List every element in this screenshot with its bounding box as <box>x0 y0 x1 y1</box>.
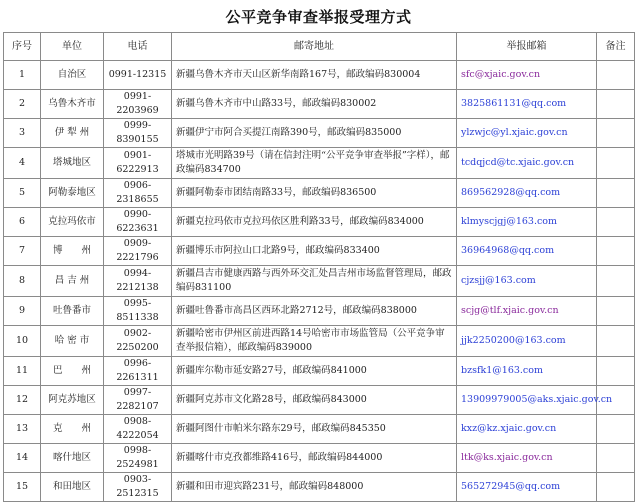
header-unit: 单位 <box>41 33 104 61</box>
header-phone: 电话 <box>104 33 172 61</box>
row-number-cell <box>4 444 41 473</box>
table-row <box>4 386 635 415</box>
table-row <box>4 297 635 326</box>
row-phone: 0906-2318655 <box>116 180 159 205</box>
row-address-cell <box>172 61 457 90</box>
table-header-row <box>4 33 635 61</box>
row-number: 1 <box>18 69 26 80</box>
row-unit: 阿勒泰地区 <box>48 187 96 198</box>
row-unit-cell <box>41 297 104 326</box>
email-link[interactable]: scjg@tlf.xjaic.gov.cn <box>461 305 559 316</box>
row-unit: 伊 犁 州 <box>54 127 90 138</box>
row-unit-cell <box>41 357 104 386</box>
row-number-cell <box>4 415 41 444</box>
row-number: 4 <box>18 157 26 168</box>
row-number-cell <box>4 297 41 326</box>
email-link[interactable]: ylzwjc@yl.xjaic.gov.cn <box>461 127 568 138</box>
row-address: 新疆阿图什市帕米尔路东29号，邮政编码845350 <box>176 423 386 434</box>
row-unit-cell <box>41 148 104 179</box>
row-address: 新疆吐鲁番市高昌区西环北路2712号，邮政编码838000 <box>176 305 417 316</box>
table-row <box>4 237 635 266</box>
email-link[interactable]: 13909979005@aks.xjaic.gov.cn <box>461 394 613 405</box>
row-phone-cell <box>104 208 172 237</box>
row-phone: 0999-8390155 <box>116 120 159 145</box>
email-link[interactable]: tcdqjcd@tc.xjaic.gov.cn <box>461 157 575 168</box>
row-address: 新疆乌鲁木齐市中山路33号，邮政编码830002 <box>176 98 377 109</box>
row-number: 5 <box>18 187 26 198</box>
row-email-cell <box>457 444 597 473</box>
row-phone: 0994-2212138 <box>116 268 159 293</box>
row-address: 新疆昌吉市健康西路与西外环交汇处昌吉州市场监督管理局，邮政编码831100 <box>176 268 452 293</box>
row-phone: 0909-2221796 <box>116 238 159 263</box>
row-number: 7 <box>18 245 26 256</box>
row-phone: 0995-8511338 <box>116 298 159 323</box>
email-link[interactable]: bzsfk1@163.com <box>461 365 543 376</box>
row-unit: 乌鲁木齐市 <box>48 98 96 109</box>
row-phone-cell <box>104 90 172 119</box>
email-link[interactable]: sfc@xjaic.gov.cn <box>461 69 541 80</box>
row-address: 新疆和田市迎宾路231号，邮政编码848000 <box>176 481 364 492</box>
row-unit-cell <box>41 119 104 148</box>
row-number-cell <box>4 386 41 415</box>
row-email-cell <box>457 148 597 179</box>
row-phone: 0991-2203969 <box>116 91 159 116</box>
row-unit-cell <box>41 61 104 90</box>
row-note-cell <box>597 444 635 473</box>
row-number-cell <box>4 326 41 357</box>
email-link[interactable]: 36964968@qq.com <box>461 245 555 256</box>
row-email-cell <box>457 90 597 119</box>
row-unit: 和田地区 <box>52 481 91 492</box>
row-unit: 博 州 <box>52 245 91 256</box>
row-number-cell <box>4 266 41 297</box>
row-email-cell <box>457 208 597 237</box>
row-email-cell <box>457 237 597 266</box>
table-row <box>4 179 635 208</box>
row-unit-cell <box>41 415 104 444</box>
row-note-cell <box>597 208 635 237</box>
row-address: 新疆阿克苏市文化路28号，邮政编码843000 <box>176 394 367 405</box>
row-address-cell <box>172 415 457 444</box>
row-phone-cell <box>104 61 172 90</box>
email-link[interactable]: 3825861131@qq.com <box>461 98 567 109</box>
email-link[interactable]: jjk2250200@163.com <box>461 335 566 346</box>
row-address: 塔城市光明路39号（请在信封注明“公平竞争审查举报”字样），邮政编码834700 <box>176 150 450 175</box>
row-email-cell <box>457 119 597 148</box>
row-note-cell <box>597 415 635 444</box>
row-phone: 0998-2524981 <box>116 445 159 470</box>
row-unit-cell <box>41 444 104 473</box>
row-note-cell <box>597 326 635 357</box>
row-number-cell <box>4 473 41 502</box>
row-number-cell <box>4 119 41 148</box>
header-address: 邮寄地址 <box>172 33 457 61</box>
row-address: 新疆博乐市阿拉山口北路9号，邮政编码833400 <box>176 245 380 256</box>
row-unit-cell <box>41 208 104 237</box>
row-address-cell <box>172 473 457 502</box>
row-number-cell <box>4 179 41 208</box>
row-note-cell <box>597 297 635 326</box>
row-number: 14 <box>15 452 29 463</box>
row-unit: 巴 州 <box>52 365 91 376</box>
row-email-cell <box>457 386 613 415</box>
row-number: 3 <box>18 127 26 138</box>
row-address: 新疆库尔勒市延安路27号，邮政编码841000 <box>176 365 367 376</box>
row-note-cell <box>597 61 635 90</box>
row-note-cell <box>597 357 635 386</box>
row-phone: 0997-2282107 <box>116 387 159 412</box>
email-link[interactable]: cjzsjj@163.com <box>461 275 536 286</box>
row-number: 15 <box>15 481 29 492</box>
row-address: 新疆喀什市克孜都维路416号，邮政编码844000 <box>176 452 383 463</box>
row-address-cell <box>172 208 457 237</box>
email-link[interactable]: kxz@kz.xjaic.gov.cn <box>461 423 557 434</box>
row-unit-cell <box>41 386 104 415</box>
row-address-cell <box>172 266 457 297</box>
row-address: 新疆哈密市伊州区前进西路14号哈密市市场监管局（公平竞争审查举报信箱），邮政编码839000 <box>176 328 445 353</box>
row-number: 11 <box>15 365 29 376</box>
row-phone-cell <box>104 444 172 473</box>
row-unit: 克拉玛依市 <box>48 216 96 227</box>
table-row <box>4 148 635 179</box>
row-unit-cell <box>41 90 104 119</box>
row-number: 13 <box>15 423 29 434</box>
table-row <box>4 266 635 297</box>
table-row <box>4 119 635 148</box>
row-number: 6 <box>18 216 26 227</box>
row-phone-cell <box>104 179 172 208</box>
row-address-cell <box>172 444 457 473</box>
table-row <box>4 326 635 357</box>
row-unit: 自治区 <box>57 69 87 80</box>
row-unit: 吐鲁番市 <box>52 305 91 316</box>
table-row <box>4 415 635 444</box>
row-phone-cell <box>104 473 172 502</box>
row-address-cell <box>172 386 457 415</box>
page-title: 公平竞争审查举报受理方式 <box>225 8 412 26</box>
row-number-cell <box>4 90 41 119</box>
row-phone-cell <box>104 237 172 266</box>
row-address-cell <box>172 148 457 179</box>
row-unit-cell <box>41 179 104 208</box>
row-number-cell <box>4 61 41 90</box>
row-phone-cell <box>104 266 172 297</box>
row-email-cell <box>457 415 597 444</box>
row-phone-cell <box>104 297 172 326</box>
row-unit: 昌 吉 州 <box>54 275 90 286</box>
row-address-cell <box>172 297 457 326</box>
row-number-cell <box>4 148 41 179</box>
row-number: 10 <box>15 335 29 346</box>
row-phone: 0908-4222054 <box>116 416 159 441</box>
row-phone: 0902-2250200 <box>116 328 159 353</box>
header-no: 序号 <box>4 33 41 61</box>
row-note-cell <box>597 266 635 297</box>
row-phone: 0996-2261311 <box>116 358 159 383</box>
header-email: 举报邮箱 <box>457 33 597 61</box>
row-address-cell <box>172 90 457 119</box>
row-phone: 0903-2512315 <box>116 474 159 499</box>
email-link[interactable]: ltk@ks.xjaic.gov.cn <box>461 452 553 463</box>
row-note-cell <box>597 90 635 119</box>
table-row <box>4 208 635 237</box>
row-phone-cell <box>104 357 172 386</box>
row-address: 新疆乌鲁木齐市天山区新华南路167号，邮政编码830004 <box>176 69 421 80</box>
header-note: 备注 <box>597 33 635 61</box>
row-email-cell <box>457 297 597 326</box>
row-email-cell <box>457 326 597 357</box>
row-email-cell <box>457 266 597 297</box>
row-number: 2 <box>18 98 26 109</box>
row-note-cell <box>597 119 635 148</box>
row-phone-cell <box>104 148 172 179</box>
row-address: 新疆阿勒泰市团结南路33号，邮政编码836500 <box>176 187 377 198</box>
row-phone: 0990-6223631 <box>116 209 159 234</box>
row-phone-cell <box>104 119 172 148</box>
row-unit-cell <box>41 266 104 297</box>
row-note-cell <box>597 148 635 179</box>
row-number-cell <box>4 357 41 386</box>
row-email-cell <box>457 357 597 386</box>
row-note-cell <box>597 237 635 266</box>
row-number: 9 <box>18 305 26 316</box>
table-row <box>4 473 635 502</box>
row-phone: 0991-12315 <box>108 69 167 80</box>
row-phone-cell <box>104 386 172 415</box>
row-address-cell <box>172 357 457 386</box>
row-unit: 塔城地区 <box>52 157 91 168</box>
row-unit: 喀什地区 <box>52 452 91 463</box>
row-email-cell <box>457 179 597 208</box>
row-address-cell <box>172 119 457 148</box>
row-email-cell <box>457 473 597 502</box>
row-number-cell <box>4 237 41 266</box>
contact-table <box>3 32 635 502</box>
table-row <box>4 444 635 473</box>
email-link[interactable]: 869562928@qq.com <box>461 187 561 198</box>
row-note-cell <box>597 179 635 208</box>
row-number: 12 <box>15 394 29 405</box>
row-address: 新疆克拉玛依市克拉玛依区胜利路33号，邮政编码834000 <box>176 216 424 227</box>
table-row <box>4 90 635 119</box>
row-unit-cell <box>41 326 104 357</box>
table-row <box>4 357 635 386</box>
row-address: 新疆伊宁市阿合买提江南路390号，邮政编码835000 <box>176 127 402 138</box>
row-number: 8 <box>18 275 26 286</box>
row-address-cell <box>172 179 457 208</box>
row-unit-cell <box>41 237 104 266</box>
row-address-cell <box>172 237 457 266</box>
email-link[interactable]: 565272945@qq.com <box>461 481 561 492</box>
row-unit-cell <box>41 473 104 502</box>
row-unit: 哈 密 市 <box>54 335 90 346</box>
row-phone: 0901-6222913 <box>116 150 159 175</box>
table-row <box>4 61 635 90</box>
email-link[interactable]: klmyscjgj@163.com <box>461 216 558 227</box>
row-phone-cell <box>104 415 172 444</box>
row-phone-cell <box>104 326 172 357</box>
row-email-cell <box>457 61 597 90</box>
row-number-cell <box>4 208 41 237</box>
row-address-cell <box>172 326 457 357</box>
row-unit: 阿克苏地区 <box>48 394 96 405</box>
row-unit: 克 州 <box>52 423 91 434</box>
row-note-cell <box>597 473 635 502</box>
